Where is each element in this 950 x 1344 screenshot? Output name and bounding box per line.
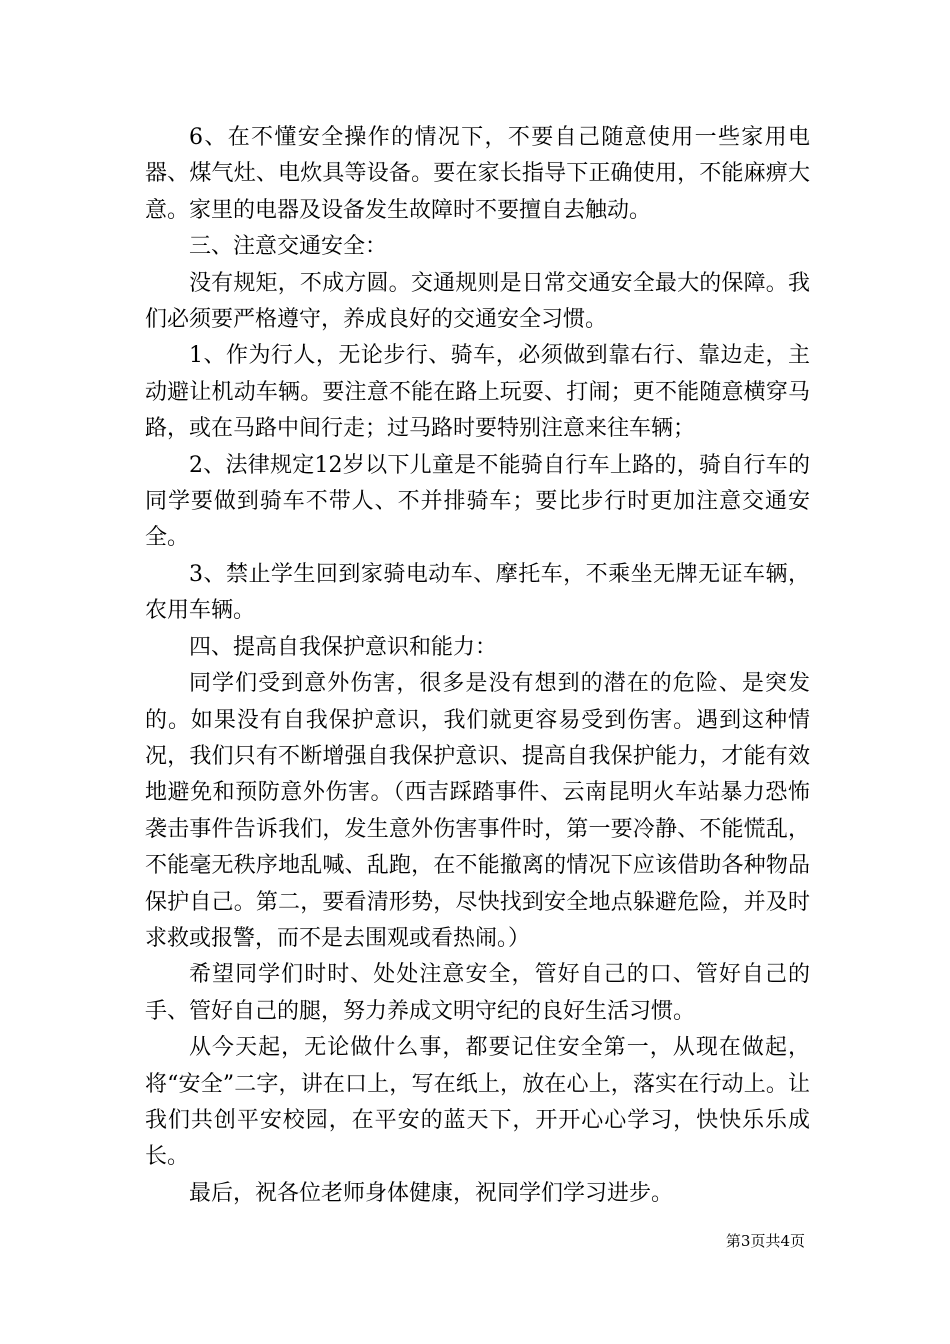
paragraph-item-3-motor-vehicles: 3、禁止学生回到家骑电动车、摩托车，不乘坐无牌无证车辆，农用车辆。 <box>145 561 810 624</box>
page-number-footer: 第3页共4页 <box>725 1232 805 1250</box>
paragraph-item-6-appliances: 6、在不懂安全操作的情况下，不要自己随意使用一些家用电器、煤气灶、电炊具等设备。要在家长指导下正确使用，不能麻痹大意。家里的电器及设备发生故障时不要擅自去触动。 <box>145 125 810 223</box>
paragraph-self-protection: 同学们受到意外伤害，很多是没有想到的潜在的危险、是突发的。如果没有自我保护意识，我们就更容易受到伤害。遇到这种情况，我们只有不断增强自我保护意识、提高自我保护能力，才能有效地避免和预防意外伤害。（西吉踩踏事件、云南昆明火车站暴力恐怖袭击事件告诉我们，发生意外伤害事件时，第一要冷静、不能慌乱，不能毫无秩序地乱喊、乱跑，在不能撤离的情况下应该借助各种物品保护自己。第二，要看清形势，尽快找到安全地点躲避危险，并及时求救或报警，而不是去围观或看热闹。） <box>145 671 810 951</box>
paragraph-safety-first: 从今天起，无论做什么事，都要记住安全第一，从现在做起，将“安全”二字，讲在口上，写在纸上，放在心上，落实在行动上。让我们共创平安校园，在平安的蓝天下，开开心心学习，快快乐乐成长。 <box>145 1035 810 1170</box>
paragraph-traffic-rules: 没有规矩，不成方圆。交通规则是日常交通安全最大的保障。我们必须要严格遵守，养成良好的交通安全习惯。 <box>145 270 810 333</box>
section-heading-traffic-safety: 三、注意交通安全： <box>189 234 388 260</box>
document-body <box>145 120 810 1212</box>
paragraph-closing-wishes: 最后，祝各位老师身体健康，祝同学们学习进步。 <box>189 1180 674 1206</box>
paragraph-hope: 希望同学们时时、处处注意安全，管好自己的口、管好自己的手、管好自己的腿，努力养成文明守纪的良好生活习惯。 <box>145 962 810 1024</box>
section-heading-self-protection: 四、提高自我保护意识和能力： <box>189 634 498 660</box>
paragraph-item-2-bicycles: 2、法律规定12岁以下儿童是不能骑自行车上路的，骑自行车的同学要做到骑车不带人、不并排骑车；要比步行时更加注意交通安全。 <box>145 452 810 551</box>
paragraph-item-1-pedestrians: 1、作为行人，无论步行、骑车，必须做到靠右行、靠边走，主动避让机动车辆。要注意不能在路上玩耍、打闹；更不能随意横穿马路，或在马路中间行走；过马路时要特别注意来往车辆； <box>145 343 810 442</box>
